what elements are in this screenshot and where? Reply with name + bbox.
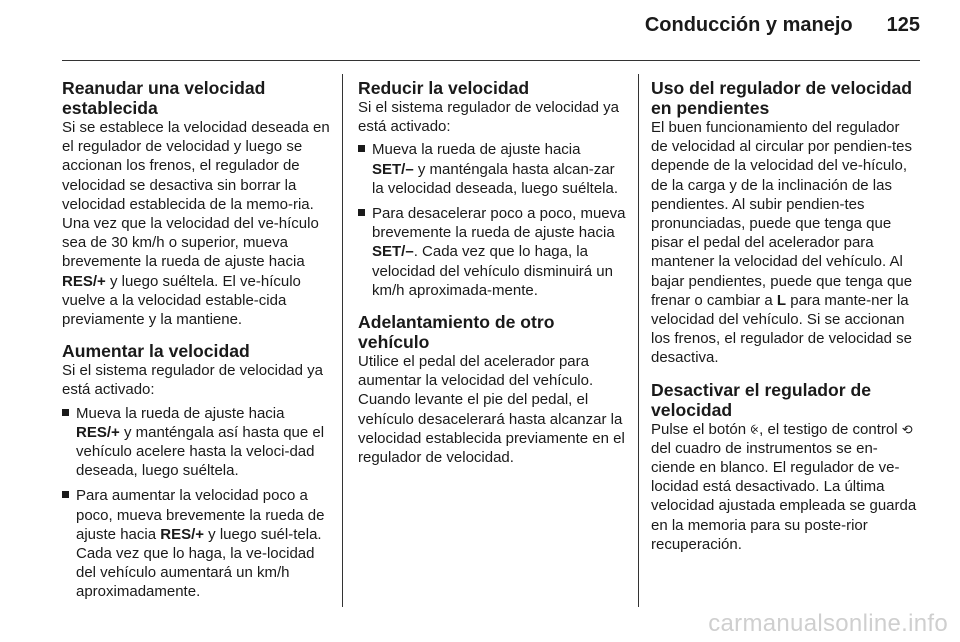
section-heading-deactivate: Desactivar el regulador de velocidad [651, 379, 872, 420]
square-bullet-icon [358, 209, 365, 216]
list-item: Mueva la rueda de ajuste hacia SET/– y manténgala hasta alcan-zar la velocidad deseada, luego suéltela. [358, 140, 626, 198]
paragraph-overtaking: Utilice el pedal del acelerador para aumentar la velocidad del vehículo. Cuando levante el pie del pedal, el vehículo desacelerará hasta alcanzar la velocidad establecida previamente en el regulador de velocidad. [358, 353, 625, 467]
bullet-list-increase [62, 404, 330, 602]
watermark: carmanualsonline.info [708, 610, 948, 637]
key-label: L [776, 291, 787, 309]
column-1 [62, 78, 330, 608]
key-label: RES/+ [62, 272, 106, 290]
bullet-list-reduce [358, 140, 626, 300]
column-3 [651, 78, 919, 554]
cruise-cancel-icon: ⨴ [750, 421, 760, 437]
chapter-title: Conducción y manejo [644, 14, 853, 36]
header-rule [62, 60, 920, 61]
column-2 [358, 78, 626, 467]
key-label: SET/– [372, 243, 414, 261]
key-label: RES/+ [76, 423, 120, 441]
page-number: 125 [886, 14, 920, 36]
paragraph-deactivate: Pulse el botón ⨴, el testigo de control ⟲ del cuadro de instrumentos se en-ciende en blanco. El regulador de ve-locidad está desactivado. La última velocidad ajustada empleada se guarda en la memoria para su poste-rior recuperación. [651, 420, 917, 553]
section-heading-slopes: Uso del regulador de velocidad en pendientes [651, 78, 913, 118]
section-heading-increase-speed: Aumentar la velocidad [62, 341, 250, 362]
section-heading-reduce-speed: Reducir la velocidad [358, 78, 530, 98]
cruise-control-indicator-icon: ⟲ [901, 421, 913, 437]
square-bullet-icon [358, 145, 365, 152]
page-header [645, 14, 920, 37]
square-bullet-icon [62, 409, 69, 416]
paragraph-increase-intro: Si el sistema regulador de velocidad ya está activado: [62, 362, 323, 399]
paragraph-resume-speed: Si se establece la velocidad deseada en el regulador de velocidad y luego se accionan los frenos, el regulador de velocidad se desactiva sin borrar la velocidad establecida de la memo-ria. Una vez que la velocidad del ve-hículo sea de 30 km/h o superior, mueva brevemente la rueda de ajuste hacia RES/+ y luego suéltela. El ve-hículo vuelve a la velocidad estable-cida previamente y la mantiene. [62, 119, 330, 329]
key-label: SET/– [372, 160, 414, 178]
paragraph-slopes: El buen funcionamiento del regulador de velocidad al circular por pendien-tes depende de la velocidad del ve-hículo, de la carga y de la inclinación de las pendientes. Al subir pendien-tes pronunciadas, puede que tenga que pisar el pedal del acelerador para mantener la velocidad del vehículo. Al bajar pendientes, puede que tenga que frenar o cambiar a L para mante-ner la velocidad del vehículo. Si se accionan los frenos, el regulador de velocidad se desactiva. [651, 119, 913, 367]
column-divider-2 [638, 74, 639, 607]
key-label: RES/+ [160, 525, 205, 543]
column-divider-1 [342, 74, 343, 607]
section-heading-overtaking: Adelantamiento de otro vehículo [358, 312, 555, 353]
list-item: Para aumentar la velocidad poco a poco, mueva brevemente la rueda de ajuste hacia RES/+ y luego suél-tela. Cada vez que lo haga, la ve-locidad del vehículo aumentará un km/h aproximadamente. [62, 486, 330, 601]
list-item: Mueva la rueda de ajuste hacia RES/+ y manténgala así hasta que el vehículo acelere hasta la veloci-dad deseada, luego suéltela. [62, 404, 330, 481]
list-item: Para desacelerar poco a poco, mueva brevemente la rueda de ajuste hacia SET/–. Cada vez que lo haga, la velocidad del vehículo disminuirá un km/h aproximada-mente. [358, 204, 626, 300]
paragraph-reduce-intro: Si el sistema regulador de velocidad ya está activado: [358, 99, 619, 136]
section-heading-resume-speed: Reanudar una velocidad establecida [62, 78, 266, 118]
square-bullet-icon [62, 491, 69, 498]
